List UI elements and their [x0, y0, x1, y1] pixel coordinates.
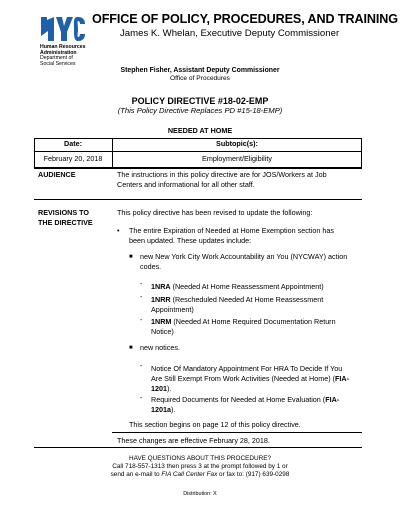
audience-text — [117, 170, 327, 190]
bullet-entire-section — [129, 226, 334, 246]
distribution: Distribution: X — [183, 491, 217, 497]
assistant-office: Office of Procedures — [170, 75, 230, 82]
subtopic-label: Subtopic(s): — [216, 139, 258, 148]
assistant-commissioner: Stephen Fisher, Assistant Deputy Commissioner — [120, 67, 280, 74]
effective-divider — [112, 432, 362, 433]
sub-bullet-codes — [140, 252, 347, 272]
audience-line: Centers and informational for all other staff. — [117, 180, 255, 189]
footer-call: Call 718-557-1313 then press 3 at the prompt followed by 1 or — [112, 463, 288, 470]
dash-icon: - — [140, 393, 143, 402]
office-title: OFFICE OF POLICY, PROCEDURES, AND TRAINING — [92, 12, 398, 26]
notice-item — [151, 395, 339, 415]
sub-bullet-line: codes. — [140, 262, 162, 271]
footer-question: HAVE QUESTIONS ABOUT THIS PROCEDURE? — [128, 455, 272, 462]
notice-line: Notice Of Mandatory Appointment For HRA To Decide If You — [151, 364, 343, 373]
audience-line: The instructions in this policy directive are for JOS/Workers at Job — [117, 170, 327, 179]
footer-email-text: send an e-mail to — [110, 471, 162, 478]
dept-line: Social Services — [40, 60, 76, 67]
notice-item — [151, 364, 349, 394]
bullet-line: The entire Expiration of Needed at Home Exemption section has — [129, 226, 334, 235]
revisions-bottom-border — [34, 447, 362, 448]
notice-text: Are Still Exempt From Work Activities (Needed at Home) ( — [151, 374, 335, 383]
date-label: Date: — [64, 139, 82, 148]
notice-code: 1201 — [151, 384, 167, 393]
code-item — [151, 282, 324, 292]
sub-bullet-notices: new notices. — [140, 343, 180, 352]
code-desc: (Rescheduled Needed At Home Reassessment — [170, 295, 324, 304]
code-item — [151, 295, 323, 315]
section-page-note: This section begins on page 12 of this policy directive. — [129, 420, 301, 429]
notice-text: ). — [171, 405, 176, 414]
dash-icon: - — [140, 279, 143, 288]
directive-subtitle: (This Policy Directive Replaces PD #15-18-EMP) — [117, 106, 283, 115]
date-value: February 20, 2018 — [43, 154, 103, 163]
code-label: 1NRA — [151, 282, 171, 291]
audience-label: AUDIENCE — [38, 170, 76, 179]
revisions-label-line: THE DIRECTIVE — [38, 218, 93, 227]
code-desc: (Needed At Home Reassessment Appointment) — [170, 282, 324, 291]
dept-line: Department of — [40, 55, 73, 62]
square-bullet-icon: ■ — [129, 254, 133, 260]
bullet-icon: • — [117, 226, 120, 235]
code-label: 1NRR — [151, 295, 171, 304]
dash-icon: - — [140, 315, 143, 324]
subtopic-value: Employment/Eligibility — [202, 154, 272, 163]
revisions-label-line: REVISIONS TO — [38, 208, 89, 217]
revisions-label — [38, 208, 93, 228]
square-bullet-icon: ■ — [129, 345, 133, 351]
code-desc: (Needed At Home Required Documentation Return — [171, 317, 336, 326]
notice-code: 1201a — [151, 405, 171, 414]
dash-icon: - — [140, 292, 143, 301]
directive-title: POLICY DIRECTIVE #18-02-EMP — [131, 96, 269, 106]
dept-line: Administration — [40, 49, 77, 56]
notice-text: Required Documents for Needed at Home Evaluation ( — [151, 395, 326, 404]
sub-bullet-line: new New York City Work Accountability an You (NYCWAY) action — [140, 252, 348, 261]
notice-code: FIA- — [335, 374, 349, 383]
code-item — [151, 317, 336, 337]
revisions-top-border — [34, 199, 362, 200]
revisions-intro: This policy directive has been revised to update the following: — [117, 208, 313, 217]
effective-date: These changes are effective February 28, 2018. — [117, 436, 270, 445]
department-name — [40, 45, 86, 67]
notice-code: FIA- — [325, 395, 340, 404]
table-header-divider — [34, 151, 362, 152]
footer-fax-text: or fax to: (917) 639-0298 — [217, 471, 290, 478]
directive-heading: NEEDED AT HOME — [167, 126, 233, 135]
code-desc: Appointment) — [151, 305, 194, 314]
dept-line: Human Resources — [40, 44, 86, 50]
footer-email — [0, 471, 400, 479]
audience-top-border — [34, 168, 362, 169]
office-subtitle: James K. Whelan, Executive Deputy Commissioner — [120, 28, 340, 39]
code-label: 1NRM — [151, 317, 172, 326]
fia-call-center-link[interactable]: FIA Call Center Fax — [161, 471, 218, 478]
notice-text: ). — [167, 384, 172, 393]
dash-icon: - — [140, 361, 143, 370]
bullet-line: been updated. These updates include: — [129, 236, 252, 245]
code-desc: Notice) — [151, 327, 174, 336]
